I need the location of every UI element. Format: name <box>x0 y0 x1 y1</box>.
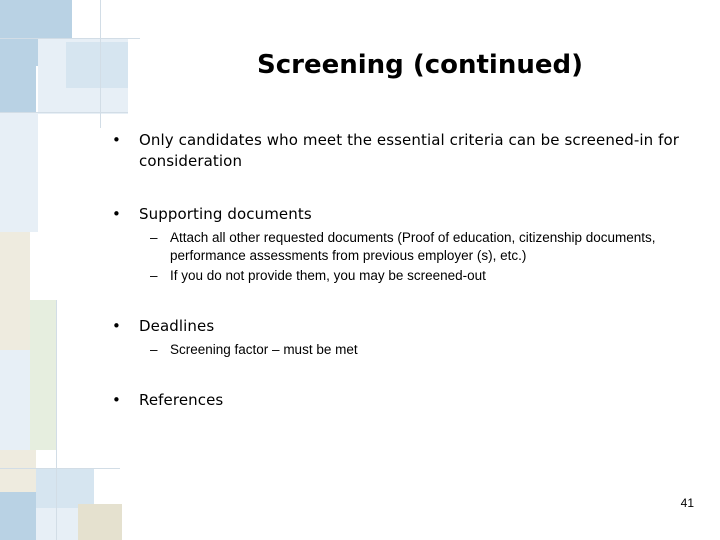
bullet-marker: • <box>112 317 121 335</box>
bullet-marker: • <box>112 391 121 409</box>
decorative-line <box>0 38 140 39</box>
decorative-square <box>66 42 128 88</box>
decorative-square <box>78 504 122 540</box>
bullet-item <box>112 130 702 172</box>
bullet-text: References <box>139 391 224 409</box>
page-number: 41 <box>680 496 694 510</box>
decorative-line <box>0 468 120 469</box>
decorative-square <box>36 468 94 508</box>
slide-content <box>112 130 702 411</box>
sub-bullet-text: If you do not provide them, you may be screened-out <box>170 268 486 283</box>
decorative-line <box>100 0 101 128</box>
sub-bullet-marker: – <box>150 342 158 357</box>
bullet-item <box>112 390 702 411</box>
sub-bullet-list <box>112 341 702 359</box>
sub-bullet-text: Attach all other requested documents (Proof of education, citizenship documents, performance assessments from previous employer (s), etc.) <box>170 230 656 263</box>
sub-bullet-marker: – <box>150 230 158 245</box>
bullet-item <box>112 204 702 285</box>
sub-bullet-list <box>112 229 702 285</box>
sub-bullet-item <box>142 341 702 359</box>
decorative-square <box>0 492 36 540</box>
bullet-text: Only candidates who meet the essential criteria can be screened-in for consideration <box>139 131 680 170</box>
decorative-square <box>30 300 56 450</box>
bullet-text: Supporting documents <box>139 205 312 223</box>
bullet-marker: • <box>112 205 121 223</box>
sub-bullet-item <box>142 229 702 265</box>
decorative-square <box>36 508 78 540</box>
decorative-square <box>0 450 36 492</box>
decorative-square <box>0 350 30 450</box>
bullet-text: Deadlines <box>139 317 215 335</box>
decorative-line <box>56 300 57 540</box>
decorative-line <box>0 112 128 113</box>
bullet-marker: • <box>112 131 121 149</box>
bullet-item <box>112 316 702 359</box>
sub-bullet-item <box>142 267 702 285</box>
sub-bullet-text: Screening factor – must be met <box>170 342 358 357</box>
decorative-square <box>0 64 36 112</box>
slide-title: Screening (continued) <box>257 50 583 80</box>
decorative-square <box>0 112 38 232</box>
decorative-square <box>0 232 30 350</box>
sub-bullet-marker: – <box>150 268 158 283</box>
